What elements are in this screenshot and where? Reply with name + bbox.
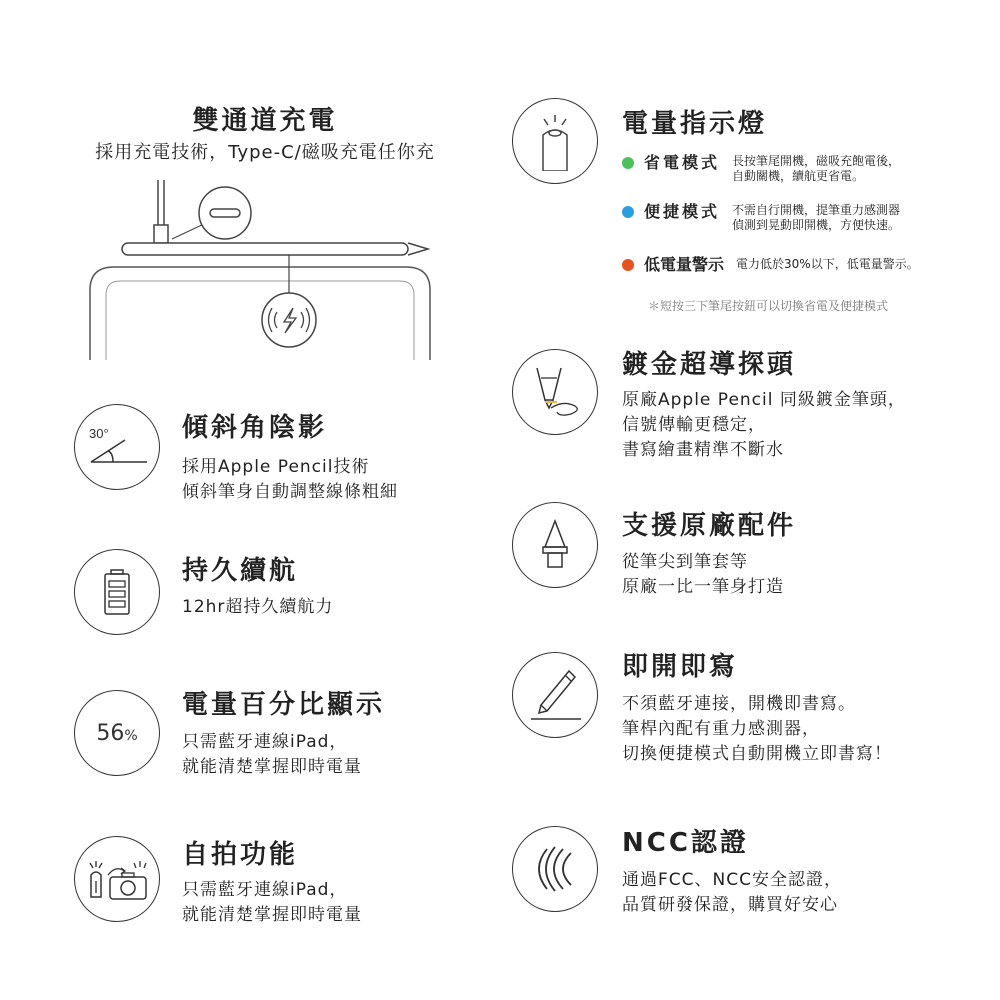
dual-charging-title: 雙通道充電 xyxy=(192,106,338,136)
dual-charging-subtitle: 採用充電技術，Type-C/磁吸充電任你充 xyxy=(95,142,435,163)
battery-indicator-title: 電量指示燈 xyxy=(622,109,768,139)
mode-name: 便捷模式 xyxy=(644,202,721,221)
selfie-title: 自拍功能 xyxy=(182,840,299,870)
battery-life-title: 持久續航 xyxy=(182,556,299,586)
mode-description: 電力低於30%以下，低電量警示。 xyxy=(736,257,919,271)
orange-dot-icon xyxy=(622,259,634,271)
indicator-light-icon xyxy=(512,98,598,184)
battery-icon xyxy=(74,549,160,635)
tilt-angle-label: 30° xyxy=(89,426,109,441)
battery-percentage-icon xyxy=(74,690,160,776)
accessories-title: 支援原廠配件 xyxy=(622,511,797,541)
instant-write-desc: 不須藍牙連接，開機即書寫。 筆桿內配有重力感測器， 切換便捷模式自動開機立即書寫！ xyxy=(622,694,892,764)
percentage-title: 電量百分比顯示 xyxy=(182,690,386,720)
writing-pencil-icon xyxy=(512,652,598,738)
mode-description: 不需自行開機，提筆重力感測器 偵測到晃動即開機，方便快速。 xyxy=(732,203,901,232)
gold-tip-desc: 原廠Apple Pencil 同級鍍金筆頭， 信號傳輸更穩定， 書寫繪畫精準不斷水 xyxy=(622,390,906,460)
mode-convenient xyxy=(622,201,900,233)
selfie-desc: 只需藍牙連線iPad， 就能清楚掌握即時電量 xyxy=(182,880,362,925)
tilt-shading-title: 傾斜角陰影 xyxy=(182,413,328,443)
percentage-unit: % xyxy=(124,727,138,744)
instant-write-title: 即開即寫 xyxy=(622,652,739,682)
selfie-camera-icon xyxy=(74,836,160,922)
ncc-title: NCC認證 xyxy=(622,828,749,858)
ncc-certification-icon xyxy=(512,826,598,912)
green-dot-icon xyxy=(622,157,634,169)
tilt-angle-icon xyxy=(74,404,160,490)
mode-low-battery xyxy=(622,254,919,276)
battery-life-desc: 12hr超持久續航力 xyxy=(182,597,334,617)
mode-description: 長按筆尾開機，磁吸充飽電後， 自動關機，續航更省電。 xyxy=(732,154,901,183)
accessories-desc: 從筆尖到筆套等 原廠一比一筆身打造 xyxy=(622,552,784,597)
tilt-shading-desc: 採用Apple Pencil技術 傾斜筆身自動調整線條粗細 xyxy=(182,457,398,502)
ncc-desc: 通過FCC、NCC安全認證， 品質研發保證，購買好安心 xyxy=(622,870,842,915)
percentage-value: 56 xyxy=(96,720,125,746)
percentage-desc: 只需藍牙連線iPad， 就能清楚掌握即時電量 xyxy=(182,732,362,777)
pencil-nib-icon xyxy=(512,502,598,588)
pencil-charging-illustration xyxy=(80,175,440,360)
mode-switch-note: ＊短按三下筆尾按鈕可以切換省電及便捷模式 xyxy=(648,299,889,313)
pencil-tip-icon xyxy=(512,349,598,435)
blue-dot-icon xyxy=(622,206,634,218)
mode-power-saving xyxy=(622,152,900,184)
gold-tip-title: 鍍金超導探頭 xyxy=(622,350,797,380)
mode-name: 省電模式 xyxy=(644,153,721,172)
mode-name: 低電量警示 xyxy=(644,255,725,274)
